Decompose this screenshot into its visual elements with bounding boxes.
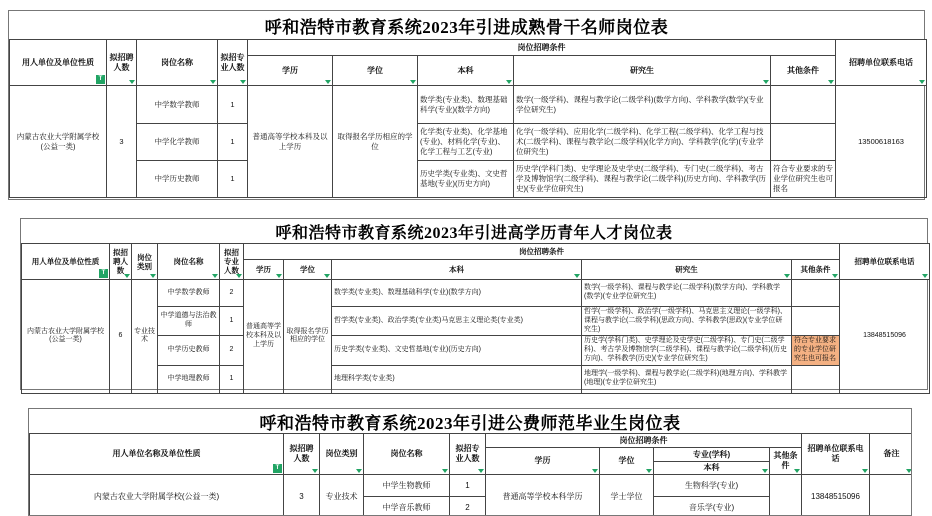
t1-header-major-count: 拟招专业人数 — [218, 40, 248, 86]
cell-major-count: 2 — [220, 280, 244, 307]
cell-position: 中学数学教师 — [137, 86, 218, 124]
cell-position: 中学历史教师 — [137, 161, 218, 198]
t1-header-master: 研究生 — [514, 56, 771, 86]
table1 — [9, 39, 927, 198]
filter-dropdown-icon[interactable] — [210, 80, 216, 84]
cell-other-conditions: 符合专业要求的专业学位研究生也可报名 — [771, 161, 836, 198]
filter-dropdown-icon[interactable] — [150, 274, 156, 278]
cell-category: 专业技术 — [320, 475, 364, 516]
cell-employer: 内蒙古农业大学附属学校(公益一类) — [30, 475, 284, 516]
table2 — [21, 243, 930, 394]
cell-education: 普通高等学校本科学历 — [486, 475, 600, 516]
t3-header-other: 其他条件 — [770, 448, 802, 475]
t2-header-education: 学历 — [244, 260, 284, 280]
cell-plan-count: 3 — [284, 475, 320, 516]
cell-other-conditions — [792, 307, 840, 336]
cell-position: 中学历史教师 — [158, 336, 220, 365]
cell-master-majors: 哲学(一级学科)、政治学(一级学科)、马克思主义理论(一级学科)、课程与教学论(二级学科)(思政方向)、学科教学(思政)(专业学位研究生) — [582, 307, 792, 336]
cell-other-conditions-highlighted: 符合专业要求的专业学位研究生也可报名 — [792, 336, 840, 365]
filter-dropdown-icon[interactable] — [763, 80, 769, 84]
cell-bachelor-majors: 哲学类(专业类)、政治学类(专业类)马克思主义理论类(专业类) — [332, 307, 582, 336]
filter-dropdown-icon[interactable] — [646, 469, 652, 473]
t2-header-employer: 用人单位及单位性质 T — [22, 244, 110, 280]
cell-position: 中学地理教师 — [158, 365, 220, 393]
cell-bachelor-majors: 数学类(专业类)、数理基础科学(专业)(数学方向) — [418, 86, 514, 124]
cell-position: 中学数学教师 — [158, 280, 220, 307]
cell-employer: 内蒙古农业大学附属学校(公益一类) — [22, 280, 110, 394]
t2-header-plan-count: 拟招聘人数 — [110, 244, 132, 280]
filter-dropdown-icon[interactable] — [276, 274, 282, 278]
filter-dropdown-icon[interactable] — [828, 80, 834, 84]
table-row — [22, 307, 930, 336]
t1-header-position: 岗位名称 — [137, 40, 218, 86]
cell-bachelor-majors: 历史学类(专业类)、文史哲基地(专业)(历史方向) — [332, 336, 582, 365]
filter-dropdown-icon[interactable] — [236, 274, 242, 278]
t3-header-remark: 备注 — [870, 434, 913, 475]
cell-major-count: 1 — [218, 86, 248, 124]
filter-dropdown-icon[interactable] — [922, 274, 928, 278]
filter-dropdown-icon[interactable] — [240, 80, 246, 84]
cell-other-conditions — [770, 475, 802, 516]
table-block-public-funded-graduates — [28, 408, 912, 516]
filter-dropdown-icon[interactable] — [832, 274, 838, 278]
t3-header-employer: 用人单位名称及单位性质 T — [30, 434, 284, 475]
t1-header-bachelor: 本科 — [418, 56, 514, 86]
cell-position: 中学生物教师 — [364, 475, 450, 497]
t1-header-employer: 用人单位及单位性质 T — [10, 40, 107, 86]
cell-plan-count: 6 — [110, 280, 132, 394]
filter-dropdown-icon[interactable] — [574, 274, 580, 278]
filter-dropdown-icon[interactable] — [784, 274, 790, 278]
cell-other-conditions — [771, 86, 836, 124]
table-block-young-talent — [20, 218, 928, 390]
filter-dropdown-icon[interactable] — [906, 469, 912, 473]
cell-bachelor-majors: 生物科学(专业) — [654, 475, 770, 497]
cell-bachelor-majors: 地理科学类(专业类) — [332, 365, 582, 393]
cell-other-conditions — [792, 280, 840, 307]
cell-phone: 13848515096 — [802, 475, 870, 516]
filter-dropdown-icon[interactable] — [592, 469, 598, 473]
filter-applied-icon[interactable]: T — [273, 464, 282, 473]
t1-header-degree: 学位 — [333, 56, 418, 86]
t3-header-bachelor: 本科 — [654, 462, 770, 475]
t3-header-conditions: 岗位招聘条件 — [486, 434, 802, 448]
cell-major-count: 1 — [450, 475, 486, 497]
table-block-mature-teachers — [8, 10, 925, 200]
t3-header-degree: 学位 — [600, 448, 654, 475]
cell-major-count: 1 — [220, 307, 244, 336]
cell-degree: 取得报名学历相应的学位 — [284, 280, 332, 394]
t2-header-other: 其他条件 — [792, 260, 840, 280]
t1-header-plan-count: 拟招聘人数 — [107, 40, 137, 86]
filter-dropdown-icon[interactable] — [129, 80, 135, 84]
table-row — [22, 280, 930, 307]
cell-phone: 13500618163 — [836, 86, 927, 198]
cell-plan-count: 3 — [107, 86, 137, 198]
filter-applied-icon[interactable]: T — [99, 269, 108, 278]
t1-header-other: 其他条件 — [771, 56, 836, 86]
filter-dropdown-icon[interactable] — [124, 274, 130, 278]
cell-major-count: 2 — [220, 336, 244, 365]
cell-bachelor-majors: 历史学类(专业类)、文史哲基地(专业)(历史方向) — [418, 161, 514, 198]
cell-education: 普通高等学校本科及以上学历 — [248, 86, 333, 198]
t3-header-phone: 招聘单位联系电话 — [802, 434, 870, 475]
table-row — [30, 475, 913, 497]
filter-dropdown-icon[interactable] — [762, 469, 768, 473]
table-row — [10, 124, 927, 161]
cell-major-count: 1 — [218, 124, 248, 161]
t2-header-position: 岗位名称 — [158, 244, 220, 280]
cell-position: 中学化学教师 — [137, 124, 218, 161]
table1-title: 呼和浩特市教育系统2023年引进成熟骨干名师岗位表 — [264, 17, 669, 37]
table-row — [10, 86, 927, 124]
cell-other-conditions — [771, 124, 836, 161]
cell-major-count: 2 — [450, 497, 486, 516]
t3-header-position: 岗位名称 — [364, 434, 450, 475]
cell-remark — [870, 475, 913, 516]
table-row — [22, 365, 930, 393]
cell-master-majors: 历史学(学科门类)、史学理论及史学史(二级学科)、专门史(二级学科)、考古学及博物馆学(二级学科)、课程与教学论(二级学科)(历史方向)、学科教学(历史)(专业学位研究生) — [514, 161, 771, 198]
cell-position: 中学道德与法治教师 — [158, 307, 220, 336]
t2-header-bachelor: 本科 — [332, 260, 582, 280]
cell-master-majors: 地理学(一级学科)、课程与教学论(二级学科)(地理方向)、学科教学(地理)(专业学位研究生) — [582, 365, 792, 393]
cell-master-majors: 化学(一级学科)、应用化学(二级学科)、化学工程(二级学科)、化学工程与技术(二级学科)、课程与教学论(二级学科)(化学方向)、学科教学(化学)(专业学位研究生) — [514, 124, 771, 161]
cell-degree: 学士学位 — [600, 475, 654, 516]
cell-master-majors: 数学(一级学科)、课程与教学论(二级学科)(数学方向)、学科教学(数学)(专业学位研究生) — [514, 86, 771, 124]
filter-dropdown-icon[interactable] — [919, 80, 925, 84]
filter-applied-icon[interactable]: T — [96, 75, 105, 84]
t2-header-category: 岗位类别 — [132, 244, 158, 280]
filter-dropdown-icon[interactable] — [356, 469, 362, 473]
cell-other-conditions — [792, 365, 840, 393]
cell-phone: 13848515096 — [840, 280, 930, 394]
cell-master-majors: 数学(一级学科)、课程与教学论(二级学科)(数学方向)、学科教学(数学)(专业学位研究生) — [582, 280, 792, 307]
t1-header-conditions: 岗位招聘条件 — [248, 40, 836, 56]
filter-dropdown-icon[interactable] — [794, 469, 800, 473]
cell-employer: 内蒙古农业大学附属学校(公益一类) — [10, 86, 107, 198]
t3-header-education: 学历 — [486, 448, 600, 475]
cell-major-count: 1 — [218, 161, 248, 198]
cell-bachelor-majors: 化学类(专业类)、化学基地(专业)、材料化学(专业)、化学工程与工艺(专业) — [418, 124, 514, 161]
table3 — [29, 433, 912, 516]
filter-dropdown-icon[interactable] — [442, 469, 448, 473]
cell-master-majors: 历史学(学科门类)、史学理论及史学史(二级学科)、专门史(二级学科)、考古学及博物馆学(二级学科)、课程与教学论(二级学科)(历史方向)、学科教学(历史)(专业学位研究生) — [582, 336, 792, 365]
cell-degree: 取得报名学历相应的学位 — [333, 86, 418, 198]
t1-header-phone: 招聘单位联系电话 — [836, 40, 927, 86]
filter-dropdown-icon[interactable] — [324, 274, 330, 278]
filter-dropdown-icon[interactable] — [212, 274, 218, 278]
cell-position: 中学音乐教师 — [364, 497, 450, 516]
table-row — [10, 161, 927, 198]
cell-bachelor-majors: 音乐学(专业) — [654, 497, 770, 516]
filter-dropdown-icon[interactable] — [862, 469, 868, 473]
table2-title: 呼和浩特市教育系统2023年引进高学历青年人才岗位表 — [275, 224, 673, 242]
filter-dropdown-icon[interactable] — [325, 80, 331, 84]
cell-major-count: 1 — [220, 365, 244, 393]
cell-education: 普通高等学校本科及以上学历 — [244, 280, 284, 394]
filter-dropdown-icon[interactable] — [312, 469, 318, 473]
t3-header-major-group: 专业(学科) — [654, 448, 770, 462]
t2-header-conditions: 岗位招聘条件 — [244, 244, 840, 260]
t1-header-education: 学历 — [248, 56, 333, 86]
filter-dropdown-icon[interactable] — [478, 469, 484, 473]
t2-header-degree: 学位 — [284, 260, 332, 280]
t2-header-major-count: 拟招专业人数 — [220, 244, 244, 280]
cell-bachelor-majors: 数学类(专业类)、数理基础科学(专业)(数学方向) — [332, 280, 582, 307]
t2-header-phone: 招聘单位联系电话 — [840, 244, 930, 280]
t3-header-category: 岗位类别 — [320, 434, 364, 475]
filter-dropdown-icon[interactable] — [506, 80, 512, 84]
t3-header-major-count: 拟招专业人数 — [450, 434, 486, 475]
cell-category: 专业技术 — [132, 280, 158, 394]
filter-dropdown-icon[interactable] — [410, 80, 416, 84]
t3-header-plan-count: 拟招聘人数 — [284, 434, 320, 475]
table3-title: 呼和浩特市教育系统2023年引进公费师范毕业生岗位表 — [259, 413, 681, 433]
table-row — [22, 336, 930, 365]
t2-header-master: 研究生 — [582, 260, 792, 280]
